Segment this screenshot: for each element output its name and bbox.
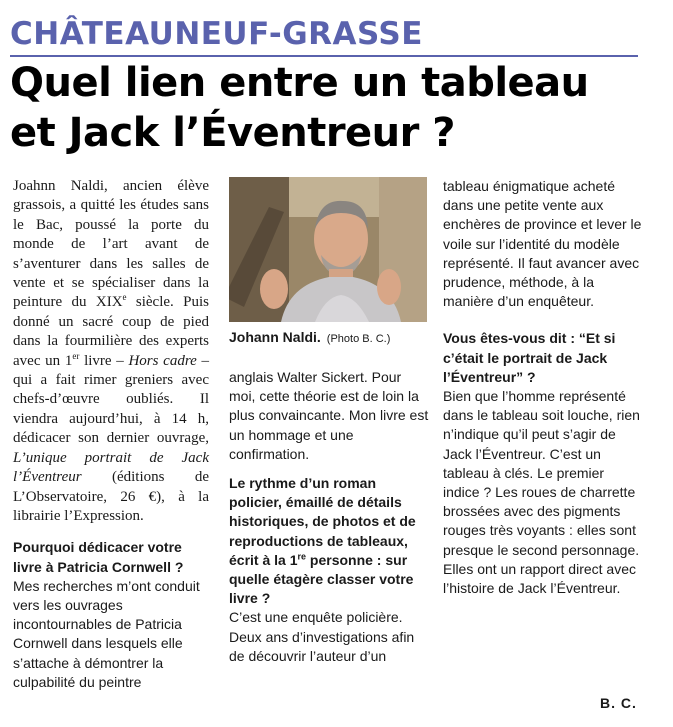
column-2 — [229, 368, 429, 666]
caption-name: Johann Naldi. — [229, 329, 321, 345]
author-signature: B. C. — [600, 695, 637, 711]
answer-2-part-2: tableau énigmatique acheté dans une petite vente aux enchères de province et lever le voile sur l’identité du modèle représenté. Il faut avancer avec prudence, méthode, à la manière d’un enquêteur. — [443, 178, 642, 310]
column-3 — [443, 177, 643, 598]
intro-paragraph — [13, 177, 209, 526]
kicker-rule — [10, 55, 638, 57]
book-title-hors-cadre: Hors cadre — [128, 352, 197, 369]
book-title-unique-portrait: L’unique portrait de Jack l’Éventreur — [13, 449, 209, 486]
intro-text-3: livre – — [79, 352, 129, 369]
answer-3: Bien que l’homme représenté dans le tableau soit louche, rien n’indique qu’il peut s’agir de Jack l’Éventreur. C’est un tableau à clés. Le premier indice ? Les roues de charrette brossées avec des pigments rouges très voyants : elles sont presque le second personnage. Elles ont un rapport direct avec l’histoire de Jack l’Éventreur. — [443, 388, 640, 597]
intro-sup-2: er — [72, 350, 80, 361]
answer-2-part-1: C’est une enquête policière. Deux ans d’investigations afin de découvrir l’auteur d’un — [229, 609, 415, 664]
caption-credit: (Photo B. C.) — [326, 333, 391, 345]
question-2-sup: re — [297, 551, 307, 562]
portrait-photo — [229, 177, 427, 322]
intro-sup-1: e — [122, 292, 127, 303]
intro-text-1: Joahnn Naldi, ancien élève grassois, a quitté les études sans le Bac, poussé la porte du monde de l’art avant de s’aventurer dans les salles de vente et se spécialiser dans la peinture du XIX — [13, 178, 209, 311]
section-kicker: CHÂTEAUNEUF-GRASSE — [10, 16, 423, 52]
question-2-text-a: Le rythme d’un roman policier, émaillé de détails historiques, de photos et de reproductions de tableaux, écrit à la 1 — [229, 475, 416, 568]
answer-1-part-2: anglais Walter Sickert. Pour moi, cette théorie est de loin la plus convaincante. Mon livre est un hommage et une confirmation. — [229, 369, 429, 462]
portrait-illustration — [229, 177, 427, 322]
intro-text-4: – qui a fait rimer greniers avec chefs-d’œuvre oubliés. Il viendra aujourd’hui, à 14 h, dédicacer son dernier ouvrage, — [13, 352, 209, 447]
answer-1-part-1: Mes recherches m’ont conduit vers les ouvrages incontournables de Patricia Cornwell dans lesquels elle s’attache à démontrer la culpabilité du peintre — [13, 577, 200, 690]
intro-text-5: (éditions de L’Observatoire, 26 €), à la librairie l’Expression. — [13, 469, 209, 524]
question-3: Vous êtes-vous dit : “Et si c’était le portrait de Jack l’Éventreur” ? — [443, 330, 616, 385]
headline-line-2: et Jack l’Éventreur ? — [10, 110, 456, 156]
intro-text-2: siècle. Puis donné un sacré coup de pied dans la fourmilière des experts avec un 1 — [13, 294, 209, 369]
question-1: Pourquoi dédicacer votre livre à Patricia Cornwell ? — [13, 539, 184, 575]
question-2-text-b: personne : sur quelle étagère classer votre livre ? — [229, 551, 414, 607]
column-1 — [13, 177, 209, 692]
photo-caption — [229, 328, 429, 348]
article-headline — [10, 58, 660, 158]
headline-line-1: Quel lien entre un tableau — [10, 60, 589, 106]
question-2 — [229, 474, 429, 608]
